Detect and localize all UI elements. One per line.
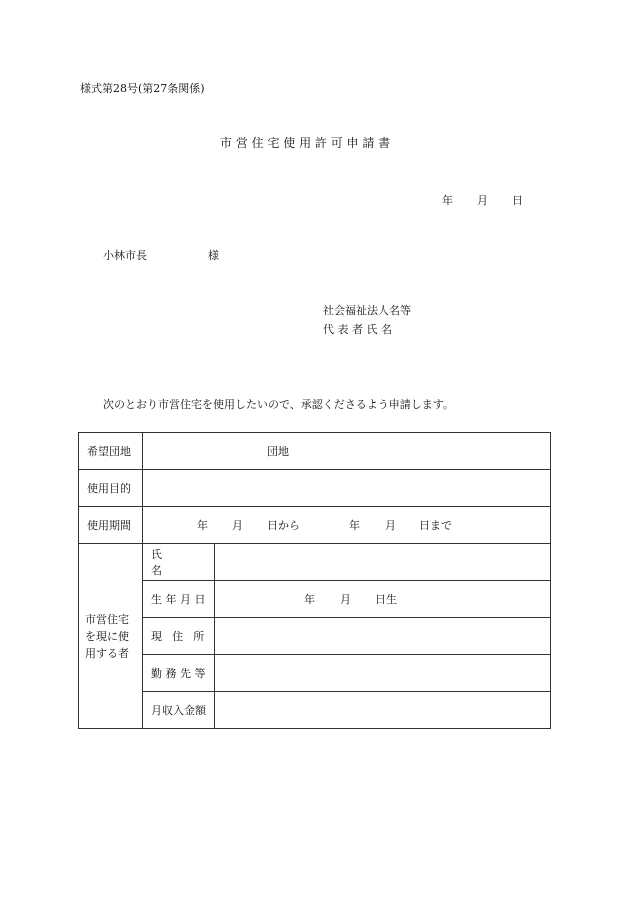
- date-day-label: 日: [512, 194, 523, 207]
- addressee-name: 小林市長: [103, 249, 147, 262]
- period-field[interactable]: [143, 507, 551, 544]
- period-from-day: 日から: [267, 519, 300, 532]
- birth-row: [79, 581, 551, 618]
- addressee-honorific: 様: [208, 249, 219, 262]
- occupant-group-label: [79, 544, 143, 729]
- applicant-rep-label: 代 表 者 氏 名: [323, 323, 392, 336]
- desired-complex-row: [79, 433, 551, 470]
- document-title: 市 営 住 宅 使 用 許 可 申 請 書: [220, 136, 391, 150]
- income-field[interactable]: [215, 692, 551, 729]
- occupant-group-line-2: を現に使: [85, 629, 129, 643]
- birth-month: 月: [340, 593, 351, 606]
- intro-text: 次のとおり市営住宅を使用したいので、承認くださるよう申請します。: [103, 398, 454, 411]
- desired-complex-suffix: 団地: [267, 445, 289, 458]
- birth-label: 生 年 月 日: [143, 581, 215, 618]
- address-label: 現 住 所: [143, 618, 215, 655]
- address-field[interactable]: [215, 618, 551, 655]
- purpose-label: 使用目的: [79, 470, 143, 507]
- workplace-label: 勤 務 先 等: [143, 655, 215, 692]
- birth-year: 年: [304, 593, 315, 606]
- date-month-label: 月: [477, 194, 488, 207]
- period-from-year: 年: [197, 519, 208, 532]
- income-label: 月収入金額: [143, 692, 215, 729]
- name-label: 氏 名: [143, 544, 215, 581]
- birth-day: 日生: [375, 593, 397, 606]
- desired-complex-label: 希望団地: [79, 433, 143, 470]
- address-row: [79, 618, 551, 655]
- period-to-year: 年: [349, 519, 360, 532]
- form-number: 様式第28号(第27条関係): [80, 82, 205, 95]
- birth-field[interactable]: [215, 581, 551, 618]
- name-field[interactable]: [215, 544, 551, 581]
- workplace-row: [79, 655, 551, 692]
- occupant-name-row: [79, 544, 551, 581]
- period-to-month: 月: [385, 519, 396, 532]
- application-table: [78, 432, 551, 729]
- period-from-month: 月: [232, 519, 243, 532]
- purpose-field[interactable]: [143, 470, 551, 507]
- income-row: [79, 692, 551, 729]
- period-row: [79, 507, 551, 544]
- desired-complex-field[interactable]: [143, 433, 551, 470]
- occupant-group-line-3: 用する者: [85, 646, 129, 660]
- workplace-field[interactable]: [215, 655, 551, 692]
- period-label: 使用期間: [79, 507, 143, 544]
- date-year-label: 年: [442, 194, 453, 207]
- applicant-org-label: 社会福祉法人名等: [323, 304, 411, 317]
- occupant-group-line-1: 市営住宅: [85, 612, 129, 626]
- purpose-row: [79, 470, 551, 507]
- period-to-day: 日まで: [419, 519, 452, 532]
